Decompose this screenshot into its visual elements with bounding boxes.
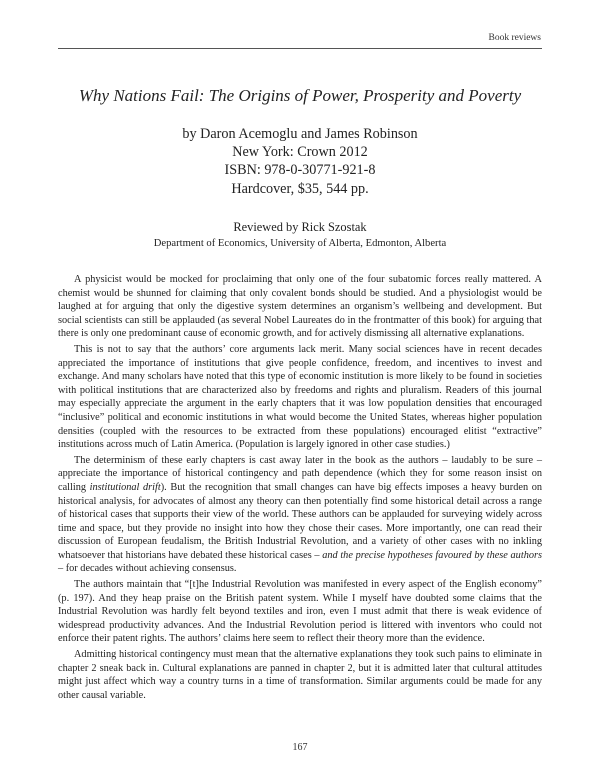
book-isbn: ISBN: 978-0-30771-921-8 xyxy=(224,162,376,179)
reviewer-name: Reviewed by Rick Szostak xyxy=(233,220,367,234)
text-run: The authors maintain that “[t]he Industrial Revolution was manifested in every aspect of the English economy” (p. 197). And they heap praise on the British patent system. While I myself have doubted some claims that the Industrial Revolution was hardly felt beyond textiles and iron, even I must admit that there is weak evidence of widespread productivity advances. And the Industrial Revolution period is littered with inventors who could not enforce their patent rights. The authors’ claims here seem to reflect their theory more than the evidence. xyxy=(58,579,542,645)
review-body xyxy=(58,273,542,704)
page-number: 167 xyxy=(292,742,308,753)
text-run: – for decades without achieving consensus. xyxy=(58,563,237,575)
text-run: Admitting historical contingency must mean that the alternative explanations they took such pains to eliminate in chapter 2 sneak back in. Cultural explanations are panned in chapter 2, but it is admitted later that cultural attitudes might just affect which way a country turns in a time of transformation. Similar arguments could be made for any other causal variable. xyxy=(58,649,542,701)
italic-phrase: and the precise hypotheses favoured by these authors xyxy=(322,549,543,561)
text-run: ). But the recognition that small changes can have big effects imposes a heavy burden on historical analysis, for advocates of almost any theory can then potentially find some historical detail across a range of historical cases that supports their view of the world. These authors can be applauded for surveying widely across time and space, but they provide no insight into how they chose their cases. More importantly, one can read their discussion of European feudalism, the British Industrial Revolution, and a variety of other cases with no inkling whatsoever that historians have debated these historical cases – xyxy=(58,481,542,561)
text-run: This is not to say that the authors’ core arguments lack merit. Many social sciences have in recent decades appreciated the importance of institutions that give people confidence, freedom, and incentives to invest and exchange. And many scholars have noted that this type of economic institution is more likely to be found in societies with political institutions that are characterized also by freedoms and rights and pluralism. Readers of this journal may especially appreciate the argument in the early chapters that it was low population densities that encouraged “inclusive” political and economic institutions in what would become the United States, whereas higher population densities (coupled with the resources to be extracted from these populations) encouraged elitist “extractive” institutions across much of Latin America. (Population is largely ignored in other case studies.) xyxy=(58,343,542,451)
book-format: Hardcover, $35, 544 pp. xyxy=(231,180,369,197)
book-publisher: New York: Crown 2012 xyxy=(232,144,368,161)
reviewer-affiliation: Department of Economics, University of Alberta, Edmonton, Alberta xyxy=(153,238,447,249)
book-info xyxy=(0,125,600,198)
book-authors: by Daron Acemoglu and James Robinson xyxy=(182,126,418,142)
body-paragraph xyxy=(58,343,542,452)
body-paragraph xyxy=(58,273,542,341)
body-paragraph xyxy=(58,648,542,702)
body-paragraph xyxy=(58,578,542,646)
text-run: A physicist would be mocked for proclaiming that only one of the four subatomic forces really mattered. A chemist would be shunned for claiming that only covalent bonds should be studied. And a physiologist would be laughed at for arguing that only the digestive system determines an organism’s wellbeing and development. But social scientists can still be applauded (as several Nobel Laureates do in the frontmatter of this book) for arguing that there is only one predominant cause of economic growth, and for actively dismissing all alternative explanations. xyxy=(58,274,542,340)
running-head: Book reviews xyxy=(488,33,541,43)
italic-phrase: institutional drift xyxy=(89,481,161,493)
book-title: Why Nations Fail: The Origins of Power, Prosperity and Poverty xyxy=(78,86,522,105)
header-rule xyxy=(58,48,542,49)
text-run: The determinism of these early chapters is cast away later in the book as the authors – laudably to be sure – appreciate the importance of historical contingency and path dependence (which they for some reason insist on calling xyxy=(58,454,542,493)
body-paragraph xyxy=(58,454,542,576)
